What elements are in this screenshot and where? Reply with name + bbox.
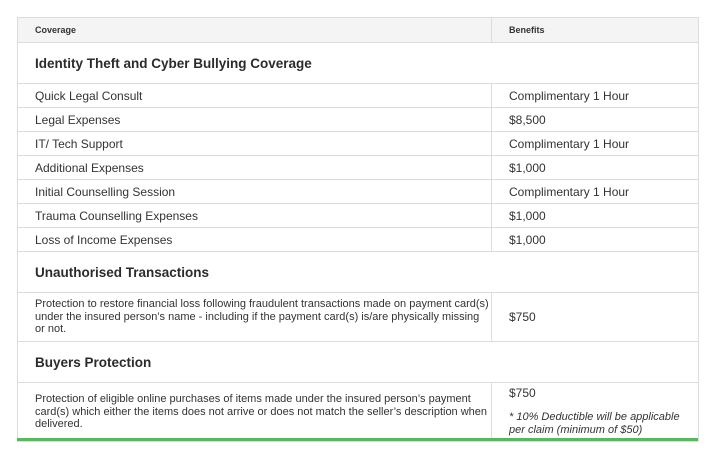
benefit-cell: Complimentary 1 Hour bbox=[492, 180, 699, 204]
coverage-benefits-table bbox=[17, 17, 699, 442]
section-heading-row bbox=[18, 252, 699, 293]
section-heading-row bbox=[18, 342, 699, 383]
coverage-cell: Initial Counselling Session bbox=[18, 180, 492, 204]
benefit-cell bbox=[492, 383, 699, 442]
table-row bbox=[18, 204, 699, 228]
benefit-cell: $1,000 bbox=[492, 228, 699, 252]
coverage-cell: Protection of eligible online purchases of items made under the insured person’s payment card(s) which either the items does not arrive or does not match the seller’s description when delivered. bbox=[18, 383, 492, 442]
coverage-column-header: Coverage bbox=[18, 18, 492, 43]
coverage-cell: Trauma Counselling Expenses bbox=[18, 204, 492, 228]
section-title-identity-theft: Identity Theft and Cyber Bullying Coverage bbox=[18, 43, 699, 84]
table-row bbox=[18, 383, 699, 442]
coverage-cell: Quick Legal Consult bbox=[18, 84, 492, 108]
section-heading-row bbox=[18, 43, 699, 84]
benefit-cell: $8,500 bbox=[492, 108, 699, 132]
benefit-cell: $1,000 bbox=[492, 156, 699, 180]
coverage-table-container bbox=[17, 17, 698, 442]
section-title-unauthorised-transactions: Unauthorised Transactions bbox=[18, 252, 699, 293]
coverage-cell: Legal Expenses bbox=[18, 108, 492, 132]
table-row bbox=[18, 108, 699, 132]
benefit-cell: Complimentary 1 Hour bbox=[492, 132, 699, 156]
section-title-buyers-protection: Buyers Protection bbox=[18, 342, 699, 383]
benefit-amount: $750 bbox=[509, 385, 536, 400]
table-row bbox=[18, 228, 699, 252]
benefit-cell: Complimentary 1 Hour bbox=[492, 84, 699, 108]
coverage-cell: Protection to restore financial loss following fraudulent transactions made on payment card(s) under the insured person’s name - including if the payment card(s) is/are physically missing or not. bbox=[18, 293, 492, 342]
benefit-cell: $1,000 bbox=[492, 204, 699, 228]
coverage-cell: Loss of Income Expenses bbox=[18, 228, 492, 252]
benefit-cell: $750 bbox=[492, 293, 699, 342]
coverage-cell: Additional Expenses bbox=[18, 156, 492, 180]
table-row bbox=[18, 156, 699, 180]
coverage-cell: IT/ Tech Support bbox=[18, 132, 492, 156]
table-row bbox=[18, 180, 699, 204]
table-header-row bbox=[18, 18, 699, 43]
deductible-note: * 10% Deductible will be applicable per claim (minimum of $50) bbox=[509, 411, 680, 437]
table-row bbox=[18, 84, 699, 108]
accent-bar bbox=[17, 438, 698, 441]
benefits-column-header: Benefits bbox=[492, 18, 699, 43]
table-row bbox=[18, 132, 699, 156]
table-row bbox=[18, 293, 699, 342]
